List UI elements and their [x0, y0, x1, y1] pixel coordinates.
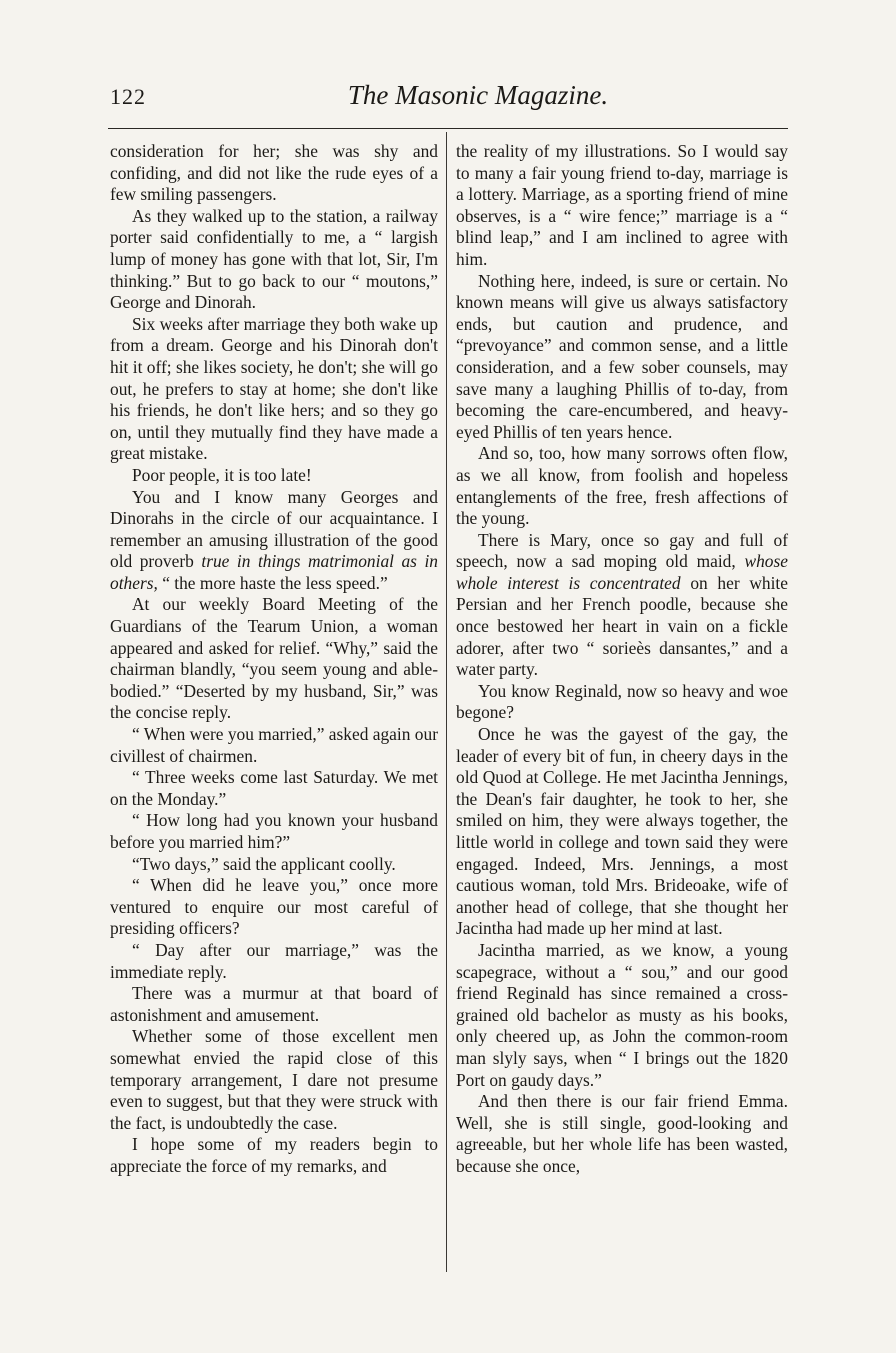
paragraph: Poor people, it is too late!	[132, 464, 312, 485]
paragraph: There was a murmur at that board of astonishment and amusement.	[110, 983, 438, 1025]
paragraph: “Two days,” said the applicant coolly.	[132, 853, 396, 874]
column-rule	[446, 132, 447, 1272]
paragraph: the reality of my illustrations. So I would say to many a fair young friend to-day, marriage is a lottery. Marriage, as a sporting friend of mine observes, is a “ wire fence;” marriage is a “ blind leap,” and I am inclined to agree with him.	[456, 141, 788, 269]
paragraph: I hope some of my readers begin to appreciate the force of my remarks, and	[110, 1134, 438, 1176]
paragraph: Jacintha married, as we know, a young scapegrace, without a “ sou,” and our good friend Reginald has since remained a cross-grained old bachelor as musty as his books, only cheered up, as John the common-room man slyly says, when “ I brings out the 1820 Port on gaudy days.”	[456, 939, 788, 1090]
paragraph	[110, 487, 438, 595]
paragraph: And then there is our fair friend Emma. Well, she is still single, good-looking and agreeable, but her whole life has been wasted, because she once,	[456, 1091, 788, 1176]
mary-italic: whose whole interest is concentrated	[456, 551, 788, 593]
paragraph: Once he was the gayest of the gay, the leader of every bit of fun, in cheery days in the old Quod at College. He met Jacintha Jennings, the Dean's fair daughter, he took to her, she smiled on him, they were always together, the little world in college and town said they were engaged. Indeed, Mrs. Jennings, a most cautious woman, told Mrs. Brideoake, wife of another head of college, that she thought her Jacintha had made up her mind at last.	[456, 724, 788, 939]
paragraph: As they walked up to the station, a railway porter said confidentially to me, a “ largish lump of money has gone with that lot, Sir, I'm thinking.” But to go back to our “ moutons,” George and Dinorah.	[110, 205, 438, 313]
paragraph-text: because she once bestowed her heart in vain on a fickle adorer, after two “ sorieès dansantes,” and a water party.	[456, 594, 788, 680]
paragraph-text: You and I know many Georges and Dinorahs in the circle of our acquaintance. I remember an amusing illustration of the good old proverb	[110, 486, 438, 572]
left-column	[110, 141, 438, 1178]
paragraph: And so, too, how many sorrows often flow, as we all know, from foolish and hopeless entanglements of the free, fresh affections of the young.	[456, 443, 788, 529]
page-number: 122	[110, 84, 146, 109]
paragraph	[456, 530, 788, 681]
right-column	[456, 141, 788, 1178]
paragraph: “ Day after our marriage,” was the immediate reply.	[110, 939, 438, 982]
paragraph: “ When were you married,” asked again our civillest of chairmen.	[110, 724, 438, 766]
paragraph: At our weekly Board Meeting of the Guardians of the Tearum Union, a woman appeared and asked for relief. “Why,” said the chairman blandly, “you seem young and able-bodied.” “Deserted by my husband, Sir,” was the concise reply.	[110, 594, 438, 723]
paragraph: You know Reginald, now so heavy and woe begone?	[456, 680, 788, 723]
mary-rest: on her white Persian and her French poodle,	[456, 572, 788, 615]
header-rule	[108, 128, 788, 129]
paragraph-text: There is Mary, once so gay and full of speech, now a sad moping old maid,	[456, 529, 788, 572]
paragraph: Nothing here, indeed, is sure or certain. No known means will give us always satisfactory ends, but caution and prudence, and “prevoyance” and common sense, and a little consideration, and a few sober counsels, may save many a laughing Phillis of to-day, from becoming the care-encumbered, and heavy-eyed Phillis of ten years hence.	[456, 270, 788, 442]
paragraph: consideration for her; she was shy and confiding, and did not like the rude eyes of a few smiling passengers.	[110, 141, 438, 205]
running-title: The Masonic Magazine.	[347, 80, 609, 110]
proverb-quote: “ the more haste the less speed.”	[162, 572, 388, 593]
paragraph: “ When did he leave you,” once more ventured to enquire our most careful of presiding officers?	[110, 875, 438, 939]
paragraph: Whether some of those excellent men somewhat envied the rapid close of this temporary arrangement, I dare not presume even to suggest, but that they were struck with the fact, is undoubtedly the case.	[110, 1026, 438, 1133]
paragraph: “ How long had you known your husband before you married him?”	[110, 810, 438, 852]
proverb-italic: true in things matrimonial as in others,	[110, 551, 438, 593]
paragraph: Six weeks after marriage they both wake up from a dream. George and his Dinorah don't hit it off; she likes society, he don't; she will go out, he prefers to stay at home; she don't like his friends, he don't like hers; and so they go on, until they mutually find they have made a great mistake.	[110, 313, 438, 464]
paragraph: “ Three weeks come last Saturday. We met on the Monday.”	[110, 767, 438, 809]
